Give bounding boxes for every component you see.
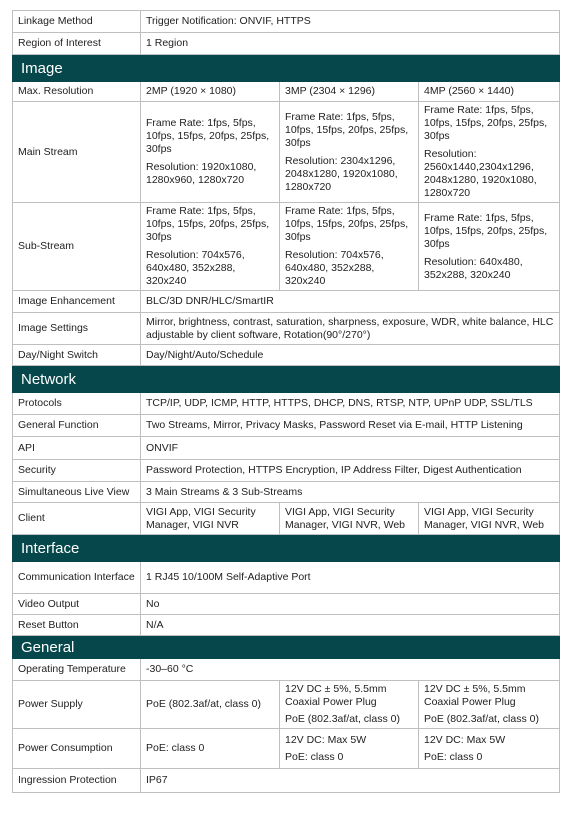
cell-model-1: PoE (802.3af/at, class 0) xyxy=(141,681,280,729)
cell-model-1: PoE: class 0 xyxy=(141,729,280,769)
frame-rate-text: Frame Rate: 1fps, 5fps, 10fps, 15fps, 20fps, 25fps, 30fps xyxy=(146,205,270,243)
cell-model-2: VIGI App, VIGI Security Manager, VIGI NVR, Web xyxy=(280,503,419,535)
spec-table-container xyxy=(12,10,559,793)
row-label: Linkage Method xyxy=(13,11,141,33)
spec-row-ingress-protection xyxy=(13,769,560,793)
section-title: Network xyxy=(13,366,560,393)
frame-rate-text: Frame Rate: 1fps, 5fps, 10fps, 15fps, 20fps, 25fps, 30fps xyxy=(285,205,409,243)
power-poe-text: PoE (802.3af/at, class 0) xyxy=(285,713,400,725)
frame-rate-text: Frame Rate: 1fps, 5fps, 10fps, 15fps, 20fps, 25fps, 30fps xyxy=(424,211,548,250)
row-label: Region of Interest xyxy=(13,33,141,55)
power-dc-text: 12V DC ± 5%, 5.5mm Coaxial Power Plug xyxy=(285,683,387,708)
cell-model-3: 4MP (2560 × 1440) xyxy=(419,82,560,102)
row-value: Password Protection, HTTPS Encryption, IP Address Filter, Digest Authentication xyxy=(141,460,560,482)
row-value: Two Streams, Mirror, Privacy Masks, Password Reset via E-mail, HTTP Listening xyxy=(141,415,560,437)
resolution-text: Resolution: 640x480, 352x288, 320x240 xyxy=(424,255,523,281)
spec-row-protocols xyxy=(13,393,560,415)
cell-model-2: 3MP (2304 × 1296) xyxy=(280,82,419,102)
row-label: Ingression Protection xyxy=(13,769,141,793)
spec-row-image-settings xyxy=(13,313,560,345)
row-label: Image Enhancement xyxy=(13,291,141,313)
frame-rate-text: Frame Rate: 1fps, 5fps, 10fps, 15fps, 20fps, 25fps, 30fps xyxy=(285,110,409,149)
section-title: Image xyxy=(13,55,560,82)
spec-row-communication-interface xyxy=(13,562,560,594)
row-value: Mirror, brightness, contrast, saturation, sharpness, exposure, WDR, white balance, HLC adjustable by client software, Rotation(90°/270°) xyxy=(141,313,560,345)
power-dc-text: 12V DC: Max 5W xyxy=(424,733,506,746)
power-dc-text: 12V DC: Max 5W xyxy=(285,733,367,746)
row-value: 3 Main Streams & 3 Sub-Streams xyxy=(141,482,560,503)
cell-model-3 xyxy=(419,681,560,729)
power-poe-text: PoE (802.3af/at, class 0) xyxy=(424,713,539,725)
section-header-image xyxy=(13,55,560,82)
spec-row-linkage xyxy=(13,11,560,33)
cell-model-3 xyxy=(419,729,560,769)
spec-row-main-stream xyxy=(13,102,560,203)
section-header-network xyxy=(13,366,560,393)
spec-row-live-view xyxy=(13,482,560,503)
spec-row-max-resolution xyxy=(13,82,560,102)
resolution-text: Resolution: 2304x1296, 2048x1280, 1920x1080, 1280x720 xyxy=(285,154,398,193)
row-value: N/A xyxy=(141,615,560,636)
frame-rate-text: Frame Rate: 1fps, 5fps, 10fps, 15fps, 20fps, 25fps, 30fps xyxy=(424,104,548,142)
row-value: 1 RJ45 10/100M Self-Adaptive Port xyxy=(141,562,560,594)
frame-rate-text: Frame Rate: 1fps, 5fps, 10fps, 15fps, 20fps, 25fps, 30fps xyxy=(146,117,270,155)
row-value: TCP/IP, UDP, ICMP, HTTP, HTTPS, DHCP, DNS, RTSP, NTP, UPnP UDP, SSL/TLS xyxy=(141,393,560,415)
cell-model-1: VIGI App, VIGI Security Manager, VIGI NVR xyxy=(141,503,280,535)
row-label: Power Consumption xyxy=(13,729,141,769)
spec-row-reset-button xyxy=(13,615,560,636)
row-label: Security xyxy=(13,460,141,482)
cell-model-2 xyxy=(280,681,419,729)
spec-row-power-consumption xyxy=(13,729,560,769)
section-title: Interface xyxy=(13,535,560,562)
spec-row-operating-temperature xyxy=(13,659,560,681)
row-value: -30–60 °C xyxy=(141,659,560,681)
spec-row-security xyxy=(13,460,560,482)
row-label: Operating Temperature xyxy=(13,659,141,681)
cell-model-3 xyxy=(419,102,560,203)
spec-row-api xyxy=(13,437,560,460)
spec-row-general-function xyxy=(13,415,560,437)
spec-row-client xyxy=(13,503,560,535)
row-value: BLC/3D DNR/HLC/SmartIR xyxy=(141,291,560,313)
row-label: Protocols xyxy=(13,393,141,415)
row-value: No xyxy=(141,594,560,615)
row-label: Sub-Stream xyxy=(13,203,141,291)
row-value: ONVIF xyxy=(141,437,560,460)
cell-model-2 xyxy=(280,729,419,769)
row-label: Simultaneous Live View xyxy=(13,482,141,503)
row-label: Client xyxy=(13,503,141,535)
resolution-text: Resolution: 2560x1440,2304x1296, 2048x1280, 1920x1080, 1280x720 xyxy=(424,148,537,199)
row-label: Video Output xyxy=(13,594,141,615)
row-label: Image Settings xyxy=(13,313,141,345)
cell-model-3 xyxy=(419,203,560,291)
spec-row-sub-stream xyxy=(13,203,560,291)
power-dc-text: 12V DC ± 5%, 5.5mm Coaxial Power Plug xyxy=(424,683,526,708)
row-value: 1 Region xyxy=(141,33,560,55)
row-value: Day/Night/Auto/Schedule xyxy=(141,345,560,366)
row-value: IP67 xyxy=(141,769,560,793)
power-poe-text: PoE: class 0 xyxy=(424,750,483,763)
spec-row-day-night xyxy=(13,345,560,366)
resolution-text: Resolution: 704x576, 640x480, 352x288, 320x240 xyxy=(146,249,245,287)
resolution-text: Resolution: 1920x1080, 1280x960, 1280x720 xyxy=(146,161,257,186)
cell-model-1: 2MP (1920 × 1080) xyxy=(141,82,280,102)
section-title: General xyxy=(13,636,560,659)
row-label: Max. Resolution xyxy=(13,82,141,102)
row-label: General Function xyxy=(13,415,141,437)
spec-row-image-enhancement xyxy=(13,291,560,313)
spec-row-power-supply xyxy=(13,681,560,729)
row-label: Communication Interface xyxy=(13,562,141,594)
row-label: Reset Button xyxy=(13,615,141,636)
cell-model-2 xyxy=(280,102,419,203)
row-label: Power Supply xyxy=(13,681,141,729)
row-label: Main Stream xyxy=(13,102,141,203)
cell-model-1 xyxy=(141,203,280,291)
cell-model-3: VIGI App, VIGI Security Manager, VIGI NVR, Web xyxy=(419,503,560,535)
resolution-text: Resolution: 704x576, 640x480, 352x288, 320x240 xyxy=(285,249,384,287)
spec-row-video-output xyxy=(13,594,560,615)
row-label: API xyxy=(13,437,141,460)
section-header-interface xyxy=(13,535,560,562)
section-header-general xyxy=(13,636,560,659)
spec-table xyxy=(12,10,560,793)
cell-model-2 xyxy=(280,203,419,291)
power-poe-text: PoE: class 0 xyxy=(285,750,344,763)
spec-row-roi xyxy=(13,33,560,55)
row-value: Trigger Notification: ONVIF, HTTPS xyxy=(141,11,560,33)
row-label: Day/Night Switch xyxy=(13,345,141,366)
cell-model-1 xyxy=(141,102,280,203)
